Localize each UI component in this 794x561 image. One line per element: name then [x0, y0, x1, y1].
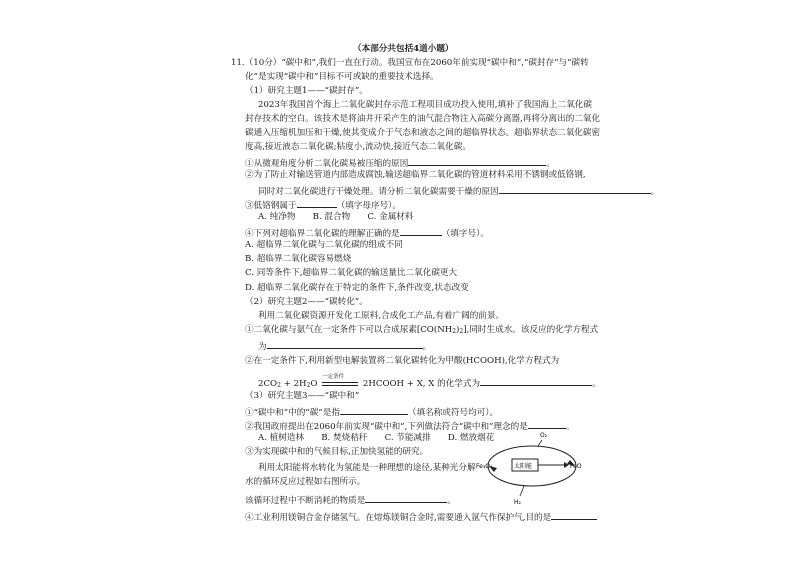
question-3-3b: 利用太阳能将水转化为氢能是一种理想的途径,某种光分解 [258, 463, 476, 473]
o2-branch [538, 440, 542, 446]
answer-blank[interactable] [365, 493, 447, 503]
question-1-2a: ②为了防止对输送管道内部造成腐蚀,输送超临界二氧化碳的管道材料采用不锈钢或低铬钢, [245, 170, 586, 180]
answer-blank[interactable] [499, 184, 651, 194]
question-3-3d: 该循环过程中不断消耗的物质是 。 [245, 493, 456, 507]
cycle-svg [476, 426, 588, 508]
question-3-2: ②我国政府提出在2060年前实现“碳中和”,下列做法符合“碳中和”理念的是 。 [245, 419, 574, 433]
answer-blank[interactable] [480, 376, 592, 386]
o2-label: O₂ [540, 432, 548, 439]
topic2-heading: （2）研究主题2——“碳转化”。 [245, 297, 368, 307]
question-2-1a: ①二氧化碳与氨气在一定条件下可以合成尿素[CO(NH2)2],同时生成水。该反应的化学方程式 [245, 325, 599, 335]
topic1-heading: （1）研究主题1——“碳封存”。 [245, 86, 368, 96]
question-1-2b: 同时对二氧化碳进行干燥处理。请分析二氧化碳需要干燥的原因 。 [258, 184, 659, 198]
option-b: B. 超临界二氧化碳容易燃烧 [245, 254, 352, 264]
question-1-4: ④下列对超临界二氧化碳的理解正确的是 （填字号）。 [245, 226, 489, 240]
solar-label: 太阳能 [514, 463, 533, 470]
question-1-1: ①从微观角度分析二氧化碳易被压缩的原因 。 [245, 156, 555, 170]
q11-intro-line1: 11.（10分）“碳中和”,我们一直在行动。我国宣布在2060年前实现“碳中和”,“碳封存”与“碳转 [231, 58, 589, 68]
option-c: C. 同等条件下,超临界二氧化碳的输送量比二氧化碳更大 [245, 268, 458, 278]
h2-branch [520, 486, 524, 496]
h2-label: H₂ [514, 499, 521, 506]
equation-line: 2CO2 + 2H2O 一定条件 2HCOOH + X, X 的化学式为 。 [258, 374, 601, 389]
option-a: A. 超临界二氧化碳与二氧化碳的组成不同 [245, 240, 403, 250]
answer-blank[interactable] [340, 405, 408, 415]
question-3-3c: 水的循环反应过程如右图所示。 [245, 477, 366, 487]
answer-blank[interactable] [297, 198, 337, 208]
q11-intro-line2: 化”是实现“碳中和”目标不可或缺的重要技术选择。 [245, 72, 439, 82]
question-1-3-options: A. 纯净物 B. 混合物 C. 金属材料 [258, 212, 414, 222]
section-title: （本部分共包括4道小题） [353, 44, 454, 54]
topic1-para-line3: 碳通入压缩机加压和干燥,使其变成介于气态和液态之间的超临界状态。超临界状态二氧化碳密 [245, 128, 601, 138]
answer-blank[interactable] [408, 156, 546, 166]
question-3-4: ④工业利用镁铜合金存储氢气。在熔炼镁铜合金时,需要通入氩气作保护气,目的是 [245, 510, 597, 524]
question-3-1: ①“碳中和”中的“碳”是指 （填名称或符号均可）。 [245, 405, 498, 419]
question-1-3: ③低铬钢属于 （填字母序号）。 [245, 198, 401, 212]
topic1-para-line1: 2023年我国首个海上二氧化碳封存示范工程项目成功投入使用,填补了我国海上二氧化碳 [258, 100, 592, 110]
answer-blank[interactable] [400, 226, 442, 236]
option-d: D. 超临界二氧化碳存在于特定的条件下,条件改变,状态改变 [245, 283, 469, 293]
topic1-para-line4: 度高,接近液态二氧化碳;粘度小,流动快,接近气态二氧化碳。 [245, 142, 471, 152]
question-2-2: ②在一定条件下,利用新型电解装置将二氧化碳转化为甲酸(HCOOH),化学方程式为 [245, 356, 560, 366]
question-3-2-options: A. 植树造林 B. 焚烧秸秆 C. 节能减排 D. 燃放烟花 [258, 433, 495, 443]
question-3-3a: ③为实现碳中和的气候目标,正加快氢能的研究。 [245, 447, 429, 457]
topic1-para-line2: 封存技术的空白。该技术是将油井开采产生的油气混合物注入高碳分离器,再将分离出的二氧化 [245, 114, 601, 124]
topic2-para: 利用二氧化碳资源开发化工原料,合成化工产品,有着广阔的前景。 [258, 311, 505, 321]
topic3-heading: （3）研究主题3——“碳中和” [245, 391, 360, 401]
water-splitting-cycle-diagram [476, 426, 588, 508]
fe3o4-label: Fe₃O₄ [476, 463, 493, 470]
answer-blank[interactable] [267, 339, 423, 349]
answer-blank[interactable] [551, 510, 597, 520]
reaction-arrow: 一定条件 [320, 379, 360, 390]
feo-label: FeO [570, 463, 582, 470]
question-2-1b: 为 。 [258, 339, 431, 353]
